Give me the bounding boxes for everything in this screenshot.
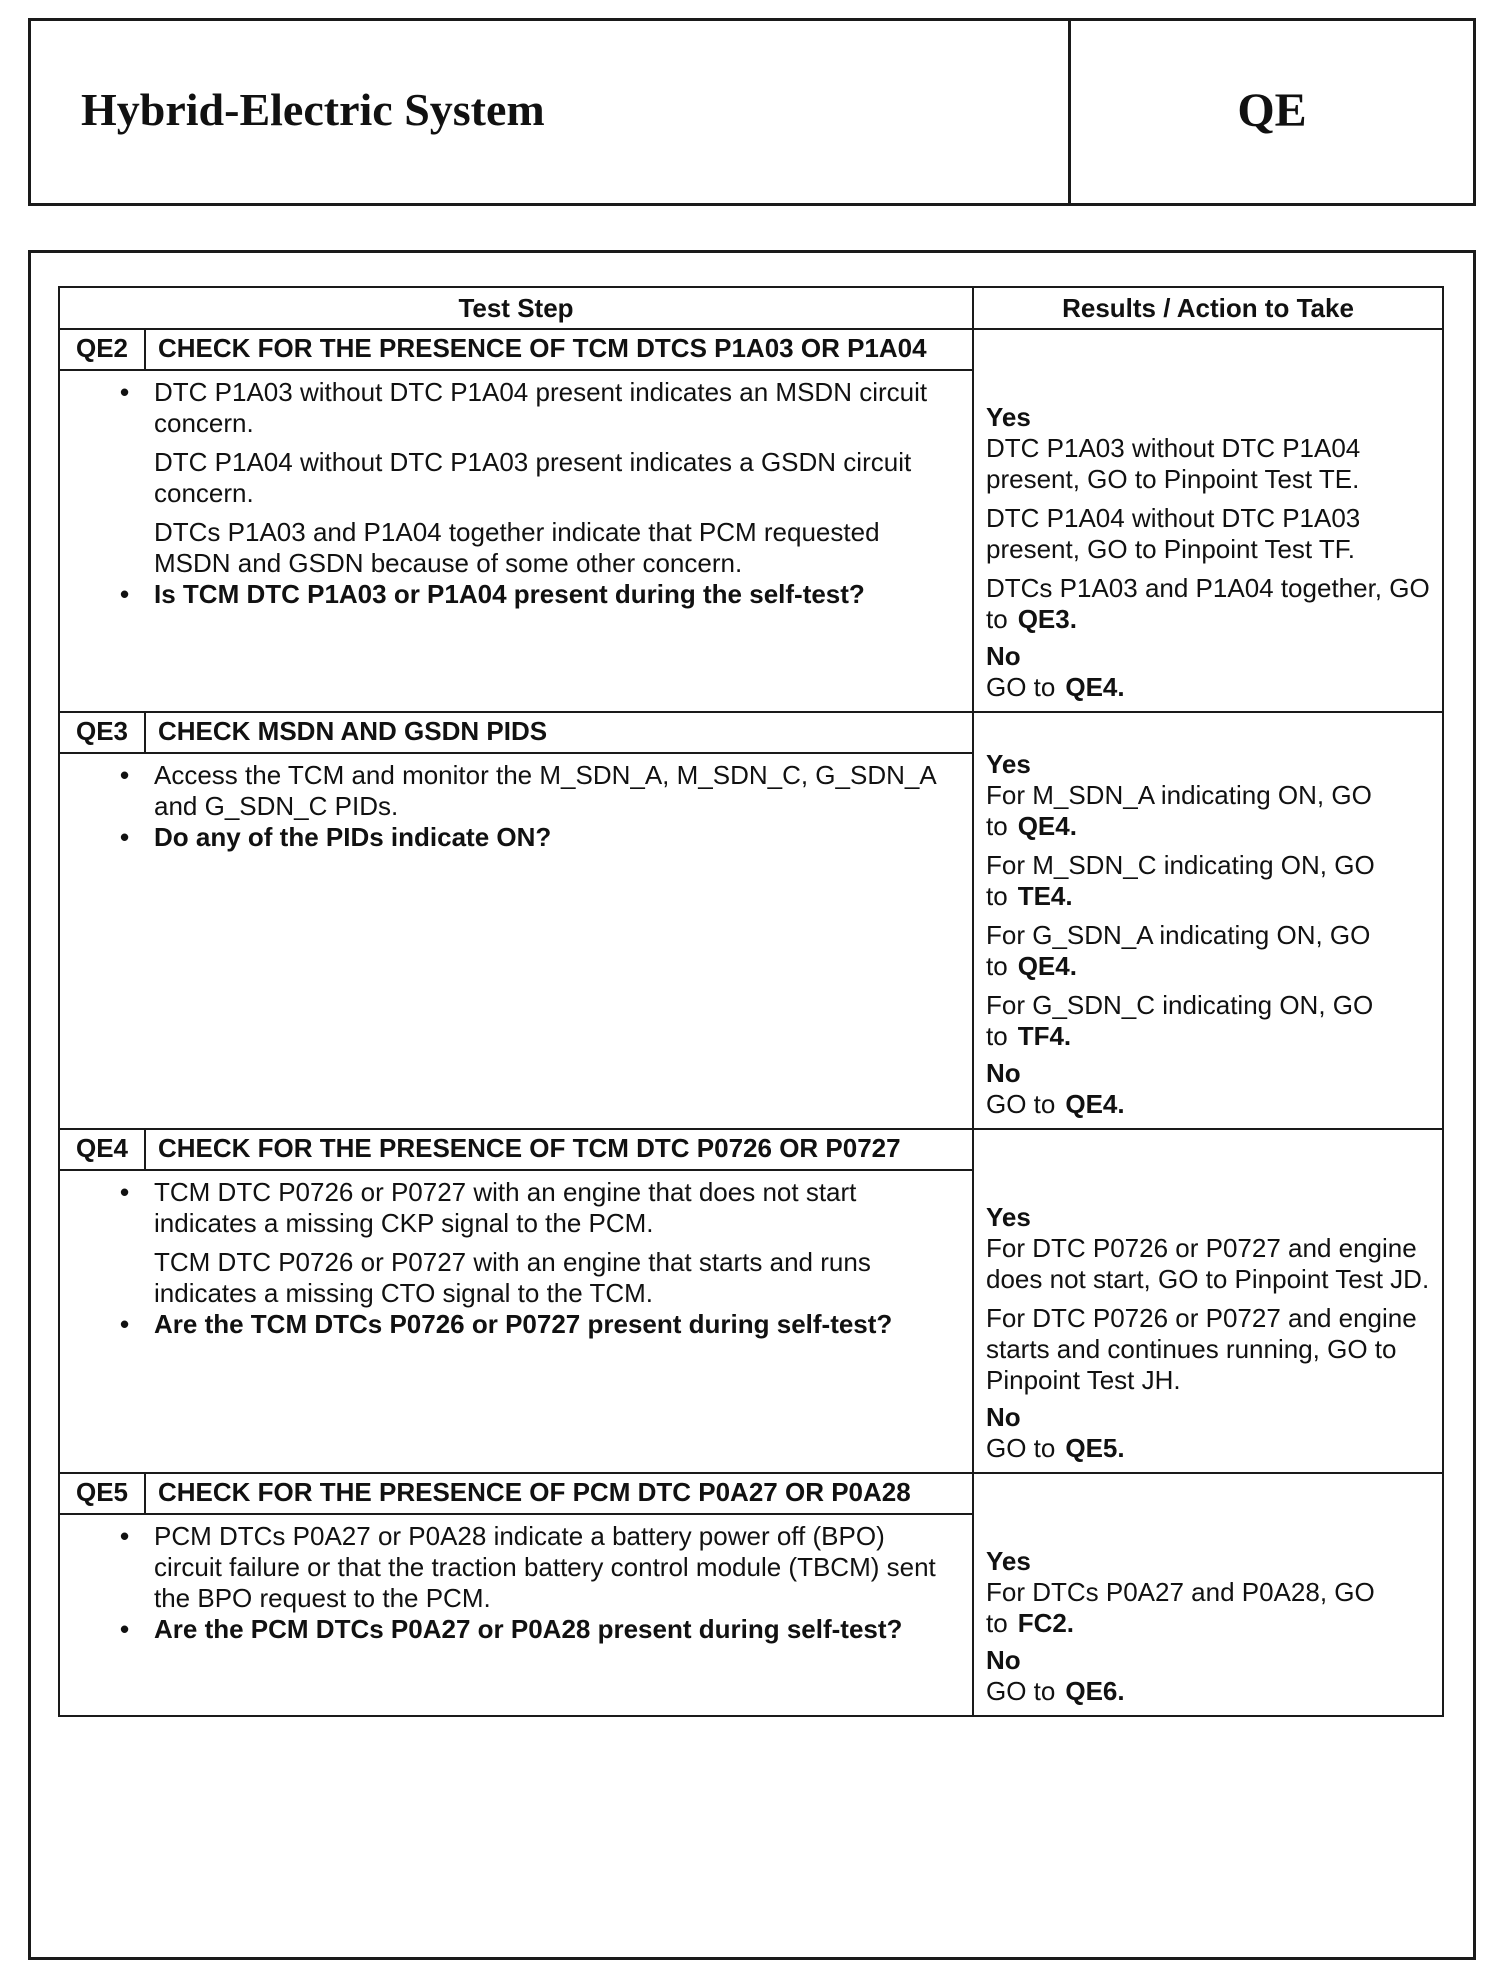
result-action: GO to — [986, 1433, 1056, 1463]
step-instruction: Access the TCM and monitor the M_SDN_A, M_SDN_C, G_SDN_A and G_SDN_C PIDs. — [154, 760, 936, 821]
bullet-icon: • — [120, 760, 130, 790]
step-link[interactable]: QE4. — [1065, 672, 1125, 702]
table-header-row — [60, 288, 1442, 330]
step-question: Do any of the PIDs indicate ON? — [154, 822, 552, 852]
bullet-icon: • — [120, 1614, 130, 1644]
result-action: GO to — [986, 1676, 1056, 1706]
test-step-table — [58, 286, 1444, 1717]
bullet-icon: • — [120, 822, 130, 852]
step-link[interactable]: QE4. — [1065, 1089, 1125, 1119]
yes-label: Yes — [986, 1202, 1031, 1232]
step-instruction: DTC P1A03 without DTC P1A04 present indicates an MSDN circuit concern. — [154, 377, 928, 438]
result-action: DTCs P1A03 and P1A04 together, GO to — [986, 573, 1430, 634]
bullet-icon: • — [120, 579, 130, 609]
page-title: Hybrid-Electric System — [81, 84, 545, 135]
result-action: For G_SDN_C indicating ON, GO to — [986, 990, 1374, 1051]
step-link[interactable]: QE3. — [1017, 604, 1077, 634]
bullet-icon: • — [120, 1521, 130, 1551]
step-title: CHECK FOR THE PRESENCE OF TCM DTCS P1A03 OR P1A04 — [158, 333, 927, 363]
bullet-icon: • — [120, 377, 130, 407]
step-title: CHECK MSDN AND GSDN PIDS — [158, 716, 548, 746]
bullet-icon: • — [120, 1177, 130, 1207]
step-link[interactable]: QE6. — [1065, 1676, 1125, 1706]
step-question: Is TCM DTC P1A03 or P1A04 present during the self-test? — [154, 579, 865, 609]
no-label: No — [986, 1402, 1021, 1432]
result-action: For DTCs P0A27 and P0A28, GO to — [986, 1577, 1375, 1638]
column-header-results: Results / Action to Take — [1062, 293, 1354, 323]
no-label: No — [986, 641, 1021, 671]
step-instruction: DTC P1A04 without DTC P1A03 present indicates a GSDN circuit concern. — [154, 447, 912, 508]
step-row-qe4 — [60, 1130, 1442, 1474]
results-cell — [974, 1130, 1442, 1472]
no-label: No — [986, 1645, 1021, 1675]
result-action: For M_SDN_C indicating ON, GO to — [986, 850, 1375, 911]
step-question: Are the TCM DTCs P0726 or P0727 present during self-test? — [154, 1309, 893, 1339]
no-label: No — [986, 1058, 1021, 1088]
step-question: Are the PCM DTCs P0A27 or P0A28 present during self-test? — [154, 1614, 903, 1644]
result-action: For DTC P0726 or P0727 and engine starts and continues running, GO to Pinpoint Test JH. — [986, 1303, 1417, 1395]
result-action: GO to — [986, 672, 1056, 702]
step-link[interactable]: FC2. — [1017, 1608, 1075, 1638]
step-id: QE4 — [60, 1130, 146, 1169]
step-id: QE2 — [60, 330, 146, 369]
results-cell — [974, 330, 1442, 711]
yes-label: Yes — [986, 1546, 1031, 1576]
step-id: QE3 — [60, 713, 146, 752]
results-cell — [974, 713, 1442, 1128]
result-action: GO to — [986, 1089, 1056, 1119]
step-link[interactable]: QE4. — [1017, 951, 1077, 981]
yes-label: Yes — [986, 749, 1031, 779]
yes-label: Yes — [986, 402, 1031, 432]
step-instruction: PCM DTCs P0A27 or P0A28 indicate a battery power off (BPO) circuit failure or that the traction battery control module (TBCM) sent the BPO request to the PCM. — [154, 1521, 936, 1613]
step-instruction: TCM DTC P0726 or P0727 with an engine that starts and runs indicates a missing CTO signal to the TCM. — [154, 1247, 871, 1308]
bullet-icon: • — [120, 1309, 130, 1339]
step-link[interactable]: TF4. — [1017, 1021, 1072, 1051]
column-header-test-step: Test Step — [60, 288, 974, 328]
step-link[interactable]: TE4. — [1017, 881, 1073, 911]
step-id: QE5 — [60, 1474, 146, 1513]
result-action: For DTC P0726 or P0727 and engine does not start, GO to Pinpoint Test JD. — [986, 1233, 1430, 1294]
step-row-qe3 — [60, 713, 1442, 1130]
header-box — [28, 18, 1476, 206]
section-code: QE — [1237, 84, 1307, 137]
step-title: CHECK FOR THE PRESENCE OF TCM DTC P0726 OR P0727 — [158, 1133, 901, 1163]
step-title: CHECK FOR THE PRESENCE OF PCM DTC P0A27 OR P0A28 — [158, 1477, 911, 1507]
step-instruction: DTCs P1A03 and P1A04 together indicate that PCM requested MSDN and GSDN because of some other concern. — [154, 517, 880, 578]
step-instruction: TCM DTC P0726 or P0727 with an engine that does not start indicates a missing CKP signal to the PCM. — [154, 1177, 857, 1238]
results-cell — [974, 1474, 1442, 1715]
step-row-qe5 — [60, 1474, 1442, 1715]
result-action: For G_SDN_A indicating ON, GO to — [986, 920, 1371, 981]
step-link[interactable]: QE4. — [1017, 811, 1077, 841]
result-action: DTC P1A04 without DTC P1A03 present, GO to Pinpoint Test TF. — [986, 503, 1361, 564]
result-action: For M_SDN_A indicating ON, GO to — [986, 780, 1372, 841]
step-link[interactable]: QE5. — [1065, 1433, 1125, 1463]
result-action: DTC P1A03 without DTC P1A04 present, GO to Pinpoint Test TE. — [986, 433, 1361, 494]
step-row-qe2 — [60, 330, 1442, 713]
